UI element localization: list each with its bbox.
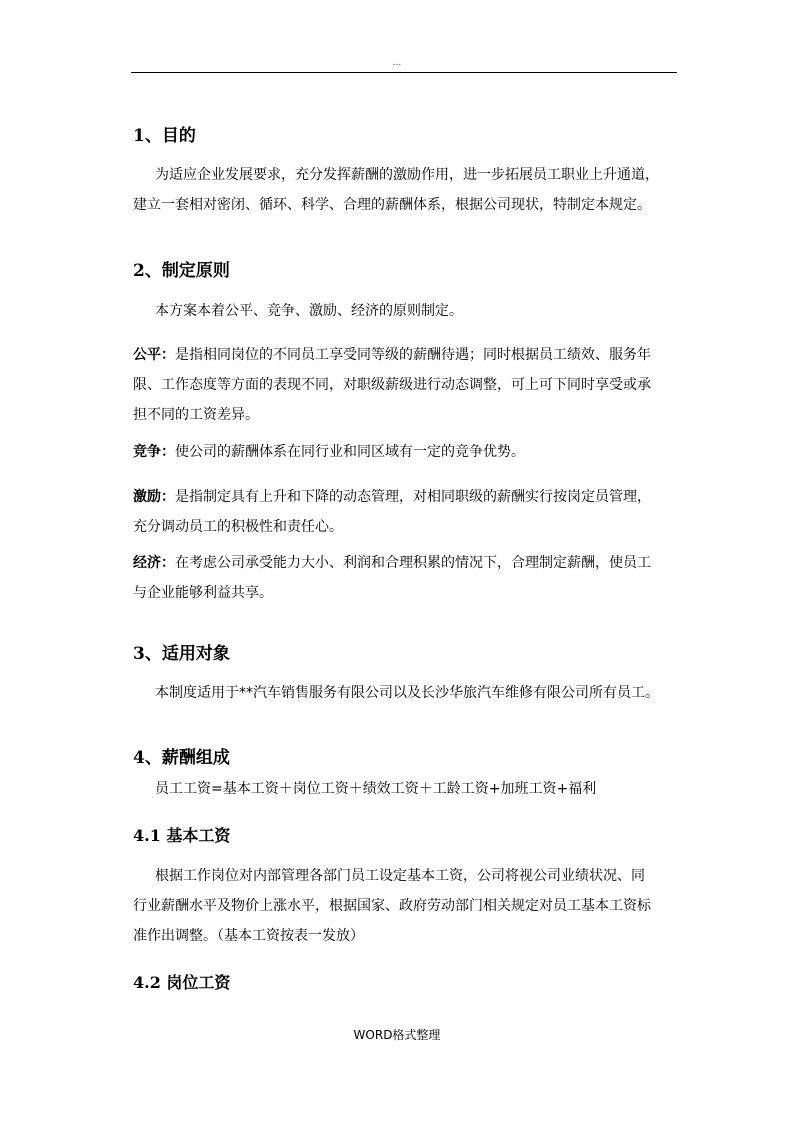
paragraph-line: 与企业能够利益共享。 xyxy=(133,585,273,601)
paragraph-line: 充分调动员工的积极性和责任心。 xyxy=(133,519,343,535)
principle-term: 经济： xyxy=(133,555,175,571)
section-3-paragraph xyxy=(133,678,681,708)
paragraph-line: 准作出调整。（基本工资按表一发放） xyxy=(133,928,364,944)
paragraph-line: 本制度适用于**汽车销售服务有限公司以及长沙华旅汽车维修有限公司所有员工。 xyxy=(155,685,659,701)
section-4-heading: 4、薪酬组成 xyxy=(133,748,230,768)
section-4-2-heading: 4.2 岗位工资 xyxy=(133,973,231,992)
paragraph-line: 为适应企业发展要求，充分发挥薪酬的激励作用，进一步拓展员工职业上升通道， xyxy=(155,167,659,183)
paragraph-line: 本方案本着公平、竞争、激励、经济的原则制定。 xyxy=(155,303,463,319)
section-1-paragraph xyxy=(133,160,681,220)
paragraph-line: 建立一套相对密闭、循环、科学、合理的薪酬体系，根据公司现状，特制定本规定。 xyxy=(133,197,651,213)
section-3-heading: 3、适用对象 xyxy=(133,644,230,664)
paragraph-line: 限、工作态度等方面的表现不同，对职级薪级进行动态调整，可上可下同时享受或承 xyxy=(133,377,651,393)
principle-fair xyxy=(133,340,681,430)
principle-term: 激励： xyxy=(133,489,175,505)
section-4-1-heading: 4.1 基本工资 xyxy=(133,826,231,845)
section-1-heading: 1、目的 xyxy=(133,126,196,146)
principle-incentive xyxy=(133,482,681,542)
principle-term: 公平： xyxy=(133,347,175,363)
paragraph-line: 根据工作岗位对内部管理各部门员工设定基本工资，公司将视公司业绩状况、同 xyxy=(155,868,645,884)
principle-text: 在考虑公司承受能力大小、利润和合理积累的情况下，合理制定薪酬，使员工 xyxy=(175,555,651,571)
principle-compete xyxy=(133,437,681,467)
paragraph-line: 行业薪酬水平及物价上涨水平，根据国家、政府劳动部门相关规定对员工基本工资标 xyxy=(133,898,651,914)
section-2-intro xyxy=(133,296,681,326)
salary-formula xyxy=(133,774,681,804)
principle-text: 是指相同岗位的不同员工享受同等级的薪酬待遇；同时根据员工绩效、服务年 xyxy=(175,347,651,363)
paragraph-line: 担不同的工资差异。 xyxy=(133,407,259,423)
paragraph-line: 员工工资=基本工资＋岗位工资＋绩效工资＋工龄工资+加班工资+福利 xyxy=(155,781,597,797)
principle-text: 是指制定具有上升和下降的动态管理，对相同职级的薪酬实行按岗定员管理， xyxy=(175,489,651,505)
header-rule xyxy=(131,72,677,73)
section-2-heading: 2、制定原则 xyxy=(133,261,230,281)
page-footer: WORD格式整理 xyxy=(353,1028,441,1042)
header-mark: ... xyxy=(392,58,402,68)
section-4-1-paragraph xyxy=(133,861,681,951)
principle-economy xyxy=(133,548,681,608)
principle-text: 使公司的薪酬体系在同行业和同区域有一定的竞争优势。 xyxy=(175,444,525,460)
principle-term: 竞争： xyxy=(133,444,175,460)
